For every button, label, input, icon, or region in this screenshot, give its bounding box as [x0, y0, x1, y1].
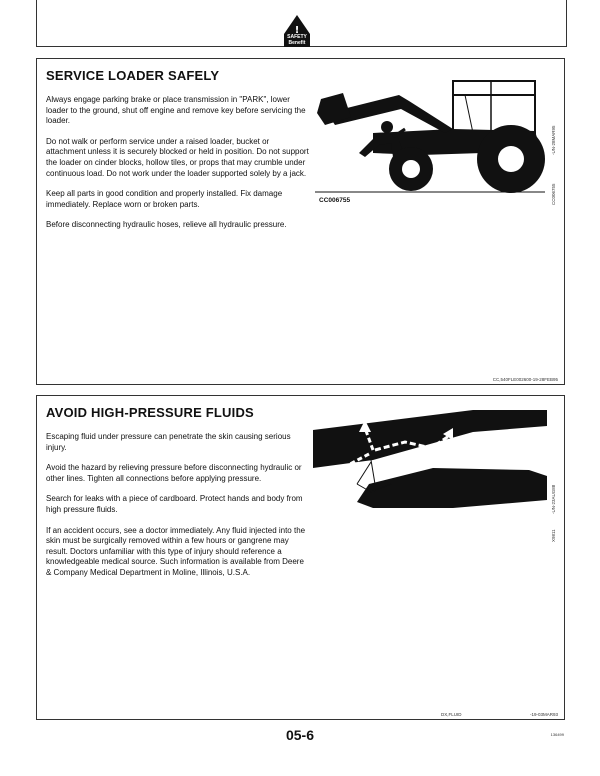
corner-code: 136499 [550, 732, 564, 737]
paragraph: Keep all parts in good condition and properly installed. Fix damage immediately. Replace worn or broken parts. [46, 189, 283, 209]
figure-caption: CC006755 [319, 197, 351, 204]
paragraph: If an accident occurs, see a doctor immediately. Any fluid injected into the skin must be surgically removed within a few hours or gangrene may result. Doctors unfamiliar with this type of injury should reference a knowledgeable medical source. Such information is available from Deere & Company Medical Department in Moline, Illinois, U.S.A. [46, 525, 306, 577]
loader-tractor-illustration [313, 73, 547, 197]
section-body [46, 432, 311, 589]
footer-code: DX,FLUID [441, 712, 462, 717]
paragraph: Escaping fluid under pressure can penetrate the skin causing serious injury. [46, 432, 291, 452]
footer-code: -19-03MAR93 [529, 712, 558, 717]
safety-badge-text-1: SAFETY [287, 34, 307, 40]
side-code: -UN-23AUG88 [551, 484, 556, 514]
section-title: AVOID HIGH-PRESSURE FLUIDS [46, 405, 254, 420]
page-number: 05-6 [285, 727, 315, 743]
safety-alert-badge [275, 14, 319, 48]
footer-code: CC,540FLE002600-19-28FEB95 [492, 377, 558, 382]
section-title: SERVICE LOADER SAFELY [46, 68, 220, 83]
high-pressure-fluids-section [36, 395, 565, 720]
paragraph: Do not walk or perform service under a raised loader, bucket or attachment unless it is securely blocked or held in position. Do not support the loader on cinder blocks, hollow tiles, or props that may crumble under continuous load. Do not work under the loader supported solely by a jack. [46, 136, 309, 178]
safety-badge-text-2: Benefit [288, 40, 306, 46]
paragraph: Always engage parking brake or place transmission in "PARK", lower loader to the ground, shut off engine and remove key before servicing the loader. [46, 95, 306, 126]
side-code: CC006755 [551, 183, 556, 205]
svg-text:!: ! [294, 25, 300, 36]
side-code: X9811 [551, 529, 556, 542]
service-loader-section [36, 58, 565, 385]
paragraph: Before disconnecting hydraulic hoses, relieve all hydraulic pressure. [46, 220, 287, 230]
section-body [46, 95, 311, 241]
side-code: -UN-28MAR95 [551, 125, 556, 155]
paragraph: Avoid the hazard by relieving pressure before disconnecting hydraulic or other lines. Tighten all connections before applying pressure. [46, 463, 302, 483]
paragraph: Search for leaks with a piece of cardboard. Protect hands and body from high pressure fluids. [46, 494, 303, 514]
fluid-leak-illustration [313, 410, 547, 514]
